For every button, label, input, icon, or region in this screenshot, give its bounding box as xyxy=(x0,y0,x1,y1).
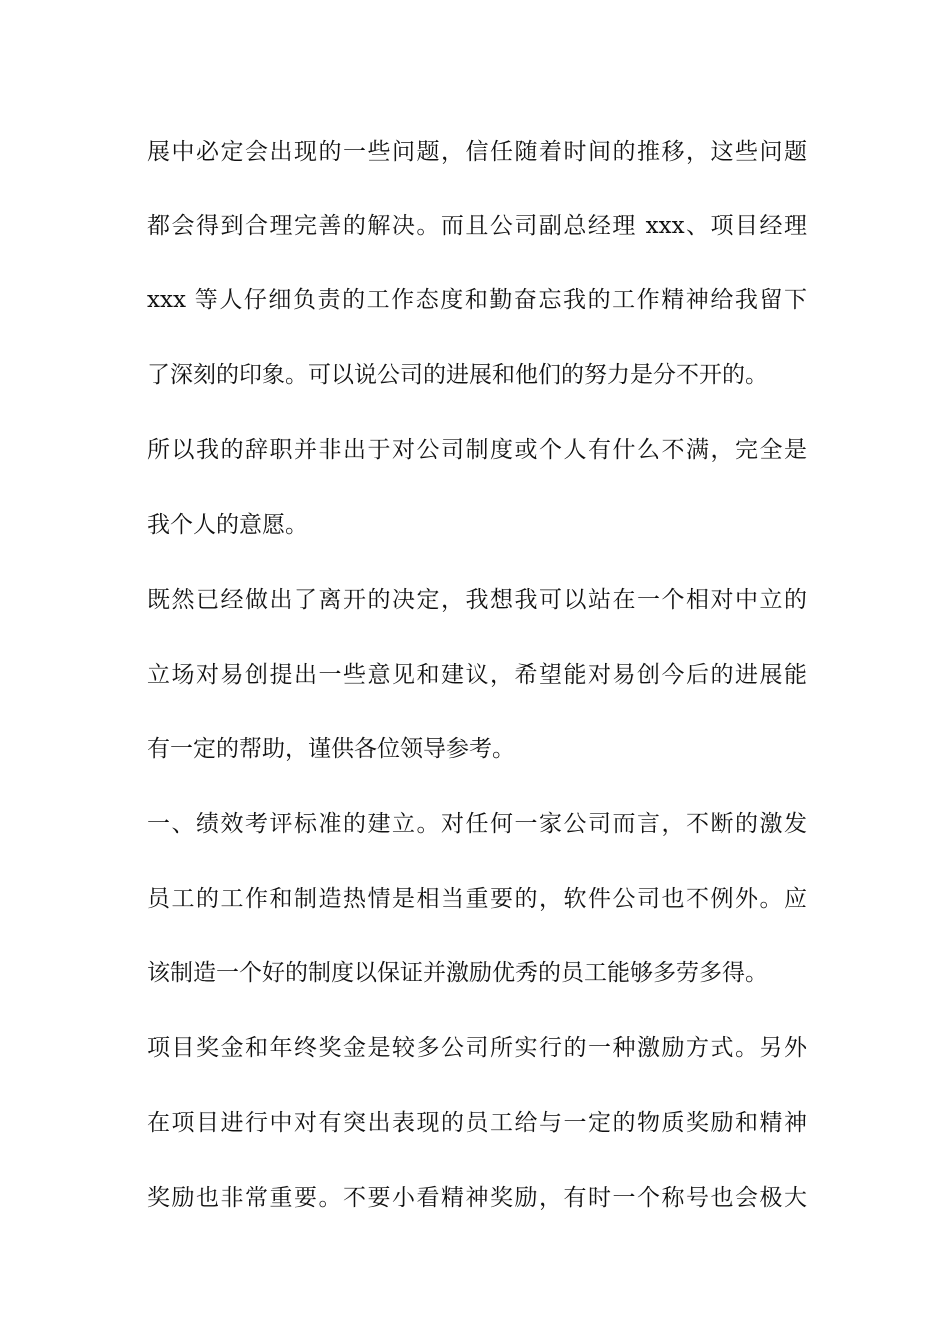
text-line: 既然已经做出了离开的决定，我想我可以站在一个相对中立的 xyxy=(147,587,807,613)
text-line: 展中必定会出现的一些问题，信任随着时间的推移，这些问题 xyxy=(147,139,807,165)
text-line: xxx 等人仔细负责的工作态度和勤奋忘我的工作精神给我留下 xyxy=(147,287,807,313)
text-line: 项目奖金和年终奖金是较多公司所实行的一种激励方式。另外 xyxy=(147,1035,807,1061)
text-line: 在项目进行中对有突出表现的员工给与一定的物质奖励和精神 xyxy=(147,1110,807,1136)
text-line: 我个人的意愿。 xyxy=(147,512,308,538)
text-line: 员工的工作和制造热情是相当重要的，软件公司也不例外。应 xyxy=(147,886,807,912)
text-line: 一、绩效考评标准的建立。对任何一家公司而言，不断的激发 xyxy=(147,811,807,837)
text-line: 所以我的辞职并非出于对公司制度或个人有什么不满，完全是 xyxy=(147,437,807,463)
text-line: 都会得到合理完善的解决。而且公司副总经理 xxx、项目经理 xyxy=(147,213,807,239)
text-line: 有一定的帮助，谨供各位领导参考。 xyxy=(147,736,515,762)
text-line: 该制造一个好的制度以保证并激励优秀的员工能够多劳多得。 xyxy=(147,960,768,986)
text-line: 了深刻的印象。可以说公司的进展和他们的努力是分不开的。 xyxy=(147,362,768,388)
text-line: 立场对易创提出一些意见和建议，希望能对易创今后的进展能 xyxy=(147,662,807,688)
text-line: 奖励也非常重要。不要小看精神奖励，有时一个称号也会极大 xyxy=(147,1185,807,1211)
